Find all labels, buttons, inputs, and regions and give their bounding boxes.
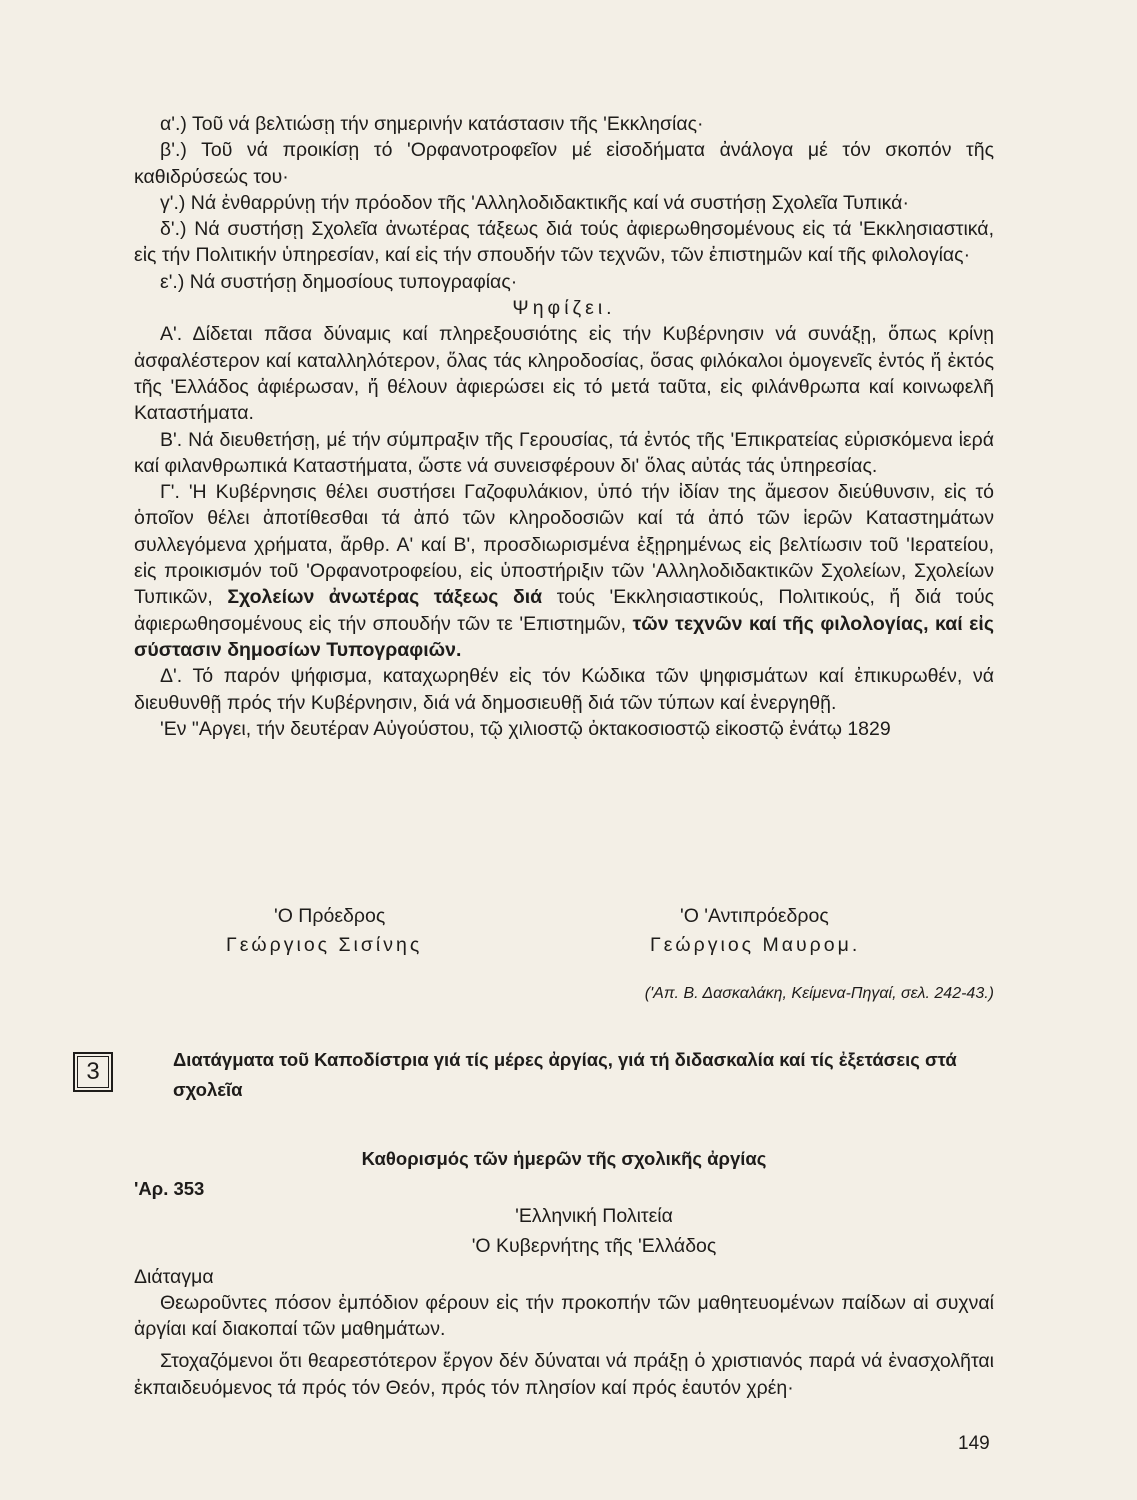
paragraph-1: Θεωροῦντες πόσον ἐμπόδιον φέρουν εἰς τήν προκοπήν τῶν μαθητευομένων παίδων αἱ συχναί ἀργίαι καί διακοπαί τῶν μαθημάτων. — [134, 1291, 994, 1341]
article-c-part1: Γ'. 'Η Κυβέρνησις θέλει συστήσει Γαζοφυλάκιον, ὑπό τήν ἰδίαν της ἄμεσον διεύθυνσιν, εἰς τό ὁποῖον θέλει ἀποτίθεσθαι τά ἀπό τῶν κληροδοσιῶν καί τά ἀπό τῶν ἱερῶν Καταστημάτων συλλεγόμενα χρήματα, ἄρθρ. Α' καί Β', προσδιωρισμένα ἐξῃρημένως εἰς βελτίωσιν τοῦ 'Ιερατείου, εἰς προικισμόν τοῦ 'Ορφανοτροφείου, εἰς ὑποστήριξιν τῶν 'Αλληλοδιδακτικῶν Σχολείων, Σχολείων Τυπικῶν, — [134, 481, 994, 609]
article-c-bold1: Σχολείων ἀνωτέρας τάξεως διά — [227, 586, 543, 609]
president-title: 'Ο Πρόεδρος — [274, 905, 386, 927]
paragraph-2: Στοχαζόμενοι ὅτι θεαρεστότερον ἔργον δέν δύναται νά πράξῃ ὁ χριστιανός παρά νά ἐνασχολῆται ἐκπαιδευόμενος τά πρός τόν Θεόν, πρός τόν πλησίον καί πρός ἑαυτόν χρέη· — [134, 1350, 994, 1399]
dateline: 'Εν "Αργει, τήν δευτέραν Αὐγούστου, τῷ χιλιοστῷ ὀκτακοσιοστῷ εἰκοστῷ ἐνάτῳ 1829 — [160, 717, 891, 740]
document-number: 3 — [77, 1056, 109, 1088]
vice-president-name: Γεώργιος Μαυρομ. — [650, 934, 861, 956]
item-e: ε'.) Νά συστήσῃ δημοσίους τυπογραφίας· — [160, 270, 518, 293]
document-number-box — [73, 1052, 113, 1092]
vice-president-title: 'Ο 'Αντιπρόεδρος — [680, 905, 829, 927]
section-title: Διατάγματα τοῦ Καποδίστρια γιά τίς μέρες ἀργίας, γιά τή διδασκαλία καί τίς ἐξετάσεις στά σχολεῖα — [173, 1049, 957, 1100]
decree-word: Ψηφίζει. — [512, 297, 616, 320]
item-d: δ'.) Νά συστήσῃ Σχολεῖα ἀνωτέρας τάξεως διά τούς ἀφιερωθησομένους εἰς τά 'Εκκλησιαστικά, εἰς τήν Πολιτικήν ὑπηρεσίαν, καί εἰς τήν σπουδήν τῶν τεχνῶν, τῶν ἐπιστημῶν καί τῆς φιλολογίας· — [134, 218, 994, 267]
item-b: β'.) Τοῦ νά προικίσῃ τό 'Ορφανοτροφεῖον μέ εἰσοδήματα ἀνάλογα μέ τόν σκοπόν τῆς καθιδρύσεώς του· — [134, 139, 994, 188]
article-a: Α'. Δίδεται πᾶσα δύναμις καί πληρεξουσιότης εἰς τήν Κυβέρνησιν νά συνάξῃ, ὅπως κρίνῃ ἀσφαλέστερον καί καταλληλότερον, ὅλας τάς κληροδοσίας, ὅσας φιλόκαλοι ὁμογενεῖς ἐντός ἤ ἐκτός τῆς 'Ελλάδος ἀφιέρωσαν, ἤ θέλουν ἀφιερώσει εἰς τό μετά ταῦτα, εἰς φιλάνθρωπα καί κοινωφελῆ Καταστήματα. — [134, 323, 994, 425]
decree-label: Διάταγμα — [134, 1265, 214, 1288]
article-b: Β'. Νά διευθετήσῃ, μέ τήν σύμπραξιν τῆς Γερουσίας, τά ἐντός τῆς 'Επικρατείας εὑρισκόμενα ἱερά καί φιλανθρωπικά Καταστήματα, ὥστε νά συνεισφέρουν δι' ὅλας αὐτάς τάς ὑπηρεσίας. — [134, 428, 994, 477]
article-d: Δ'. Τό παρόν ψήφισμα, καταχωρηθέν εἰς τόν Κώδικα τῶν ψηφισμάτων καί ἐπικυρωθέν, νά διευθυνθῇ πρός τήν Κυβέρνησιν, διά νά δημοσιευθῇ διά τῶν τύπων καί ἐνεργηθῇ. — [134, 665, 994, 714]
article-c — [134, 479, 994, 663]
page-number: 149 — [958, 1433, 990, 1454]
president-name: Γεώργιος Σισίνης — [226, 934, 423, 956]
item-a: α'.) Τοῦ νά βελτιώσῃ τήν σημερινήν κατάστασιν τῆς 'Εκκλησίας· — [160, 113, 704, 135]
article-c-bold2: τῶν τεχνῶν καί τῆς φιλολογίας, καί εἰς σύστασιν δημοσίων Τυπογραφιῶν. — [134, 612, 994, 661]
decree-text — [134, 111, 994, 742]
decree-353-text — [134, 1203, 994, 1401]
item-c: γ'.) Νά ἐνθαρρύνῃ τήν πρόοδον τῆς 'Αλληλοδιδακτικῆς καί νά συστήσῃ Σχολεῖα Τυπικά· — [160, 191, 909, 214]
state-line: 'Ελληνική Πολιτεία — [515, 1205, 673, 1227]
source-citation: ('Απ. Β. Δασκαλάκη, Κείμενα-Πηγαί, σελ. 242-43.) — [644, 985, 994, 1002]
article-c-part2: τούς 'Εκκλησιαστικούς, Πολιτικούς, ἤ διά τούς ἀφιερωθησομένους εἰς τήν σπουδήν τῶν τε 'Επιστημῶν, — [134, 586, 995, 635]
decree-number: 'Αρ. 353 — [134, 1178, 205, 1199]
governor-line: 'Ο Κυβερνήτης τῆς 'Ελλάδος — [471, 1235, 717, 1258]
section-subtitle: Καθορισμός τῶν ἡμερῶν τῆς σχολικῆς ἀργίας — [361, 1148, 767, 1169]
